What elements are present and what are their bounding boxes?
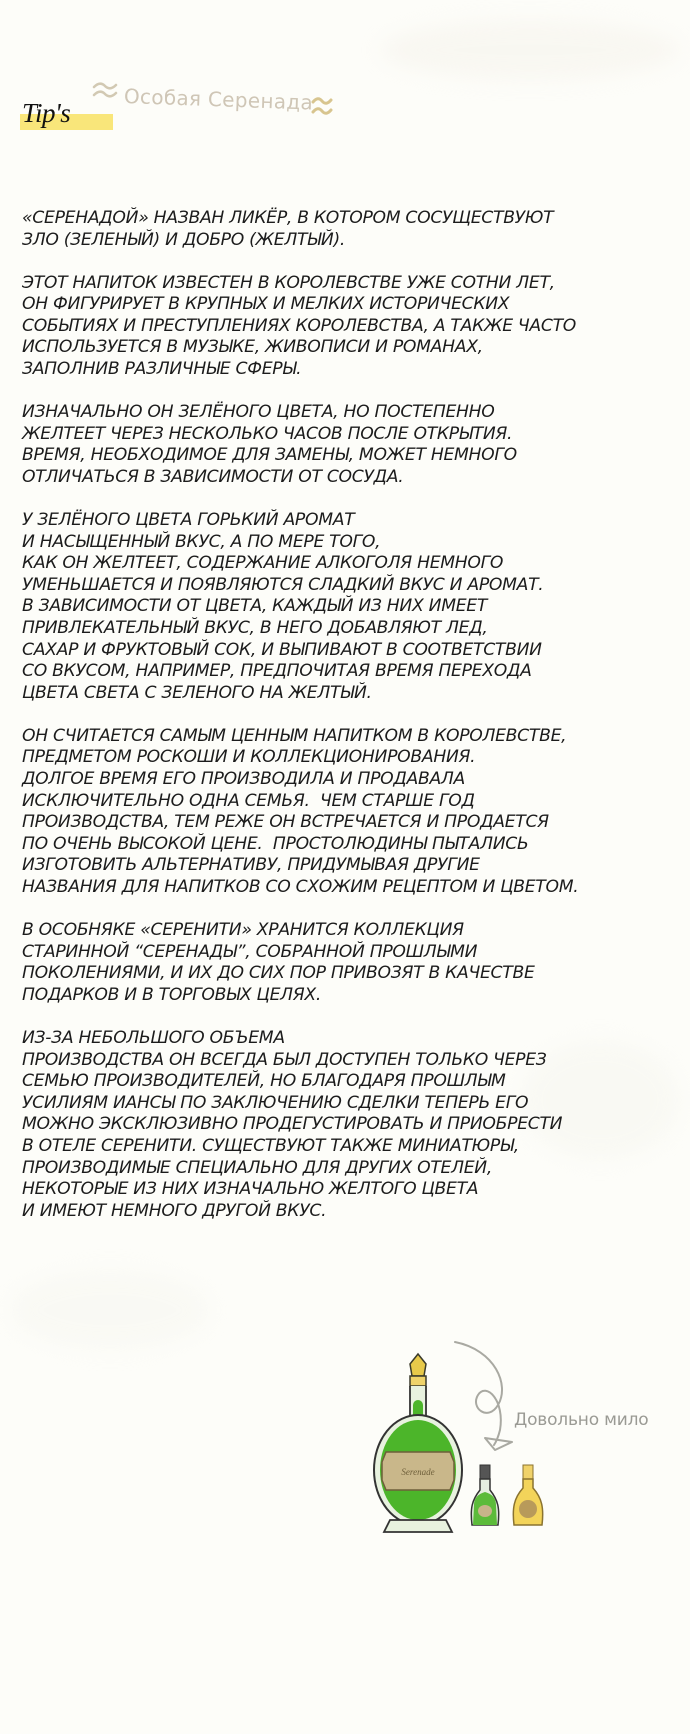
small-green-bottle-icon [471, 1465, 498, 1525]
text-line: ЭТОТ НАПИТОК ИЗВЕСТЕН В КОРОЛЕВСТВЕ УЖЕ СОТНИ ЛЕТ, [22, 272, 555, 293]
text-line: И ИМЕЮТ НЕМНОГО ДРУГОЙ ВКУС. [22, 1200, 327, 1221]
paragraph [22, 726, 652, 899]
curved-arrow-icon [455, 1342, 512, 1450]
text-line: УСИЛИЯМ ИАНСЫ ПО ЗАКЛЮЧЕНИЮ СДЕЛКИ ТЕПЕРЬ ЕГО [22, 1092, 529, 1113]
illustration-caption: Довольно мило [514, 1410, 649, 1430]
text-line: МОЖНО ЭКСКЛЮЗИВНО ПРОДЕГУСТИРОВАТЬ И ПРИОБРЕСТИ [22, 1114, 563, 1135]
text-line: УМЕНЬШАЕТСЯ И ПОЯВЛЯЮТСЯ СЛАДКИЙ ВКУС И АРОМАТ. [22, 574, 544, 595]
tilde-icon [92, 80, 118, 100]
paragraph [22, 510, 652, 704]
text-line: ВРЕМЯ, НЕОБХОДИМОЕ ДЛЯ ЗАМЕНЫ, МОЖЕТ НЕМНОГО [22, 445, 517, 466]
paragraph [22, 208, 652, 251]
text-line: ЗЛО (ЗЕЛЕНЫЙ) И ДОБРО (ЖЕЛТЫЙ). [22, 229, 346, 250]
text-line: НАЗВАНИЯ ДЛЯ НАПИТКОВ СО СХОЖИМ РЕЦЕПТОМ И ЦВЕТОМ. [22, 877, 579, 898]
tips-label: Tip's [22, 98, 71, 128]
tilde-icon [311, 94, 333, 120]
background-texture [10, 1270, 210, 1350]
text-line: «СЕРЕНАДОЙ» НАЗВАН ЛИКЁР, В КОТОРОМ СОСУЩЕСТВУЮТ [22, 208, 554, 228]
background-texture [380, 20, 680, 80]
svg-text:Serenade: Serenade [401, 1467, 435, 1477]
article-body [22, 208, 652, 1244]
paragraph [22, 273, 652, 381]
text-line: ДОЛГОЕ ВРЕМЯ ЕГО ПРОИЗВОДИЛА И ПРОДАВАЛА [22, 769, 465, 790]
text-line: ПРОИЗВОДСТВА ОН ВСЕГДА БЫЛ ДОСТУПЕН ТОЛЬКО ЧЕРЕЗ [22, 1049, 547, 1070]
paragraph [22, 402, 652, 488]
text-line: У ЗЕЛЁНОГО ЦВЕТА ГОРЬКИЙ АРОМАТ [22, 510, 355, 531]
text-line: ИСПОЛЬЗУЕТСЯ В МУЗЫКЕ, ЖИВОПИСИ И РОМАНАХ, [22, 337, 483, 358]
text-line: ПРЕДМЕТОМ РОСКОШИ И КОЛЛЕКЦИОНИРОВАНИЯ. [22, 747, 476, 768]
text-line: ОН ФИГУРИРУЕТ В КРУПНЫХ И МЕЛКИХ ИСТОРИЧЕСКИХ [22, 294, 510, 315]
small-yellow-bottle-icon [513, 1465, 542, 1525]
text-line: ПРИВЛЕКАТЕЛЬНЫЙ ВКУС, В НЕГО ДОБАВЛЯЮТ ЛЕД, [22, 618, 488, 638]
text-line: КАК ОН ЖЕЛТЕЕТ, СОДЕРЖАНИЕ АЛКОГОЛЯ НЕМНОГО [22, 553, 504, 574]
text-line: САХАР И ФРУКТОВЫЙ СОК, И ВЫПИВАЮТ В СООТВЕТСТВИИ [22, 639, 542, 660]
paragraph [22, 1028, 652, 1222]
bottles-illustration [360, 1330, 670, 1550]
text-line: СТАРИННОЙ “СЕРЕНАДЫ”, СОБРАННОЙ ПРОШЛЫМИ [22, 941, 478, 962]
text-line: В ОТЕЛЕ СЕРЕНИТИ. СУЩЕСТВУЮТ ТАКЖЕ МИНИАТЮРЫ, [22, 1135, 519, 1156]
text-line: ПРОИЗВОДСТВА, ТЕМ РЕЖЕ ОН ВСТРЕЧАЕТСЯ И ПРОДАЕТСЯ [22, 812, 549, 833]
text-line: И НАСЫЩЕННЫЙ ВКУС, А ПО МЕРЕ ТОГО, [22, 531, 381, 552]
text-line: ЖЕЛТЕЕТ ЧЕРЕЗ НЕСКОЛЬКО ЧАСОВ ПОСЛЕ ОТКРЫТИЯ. [22, 423, 513, 444]
text-line: НЕКОТОРЫЕ ИЗ НИХ ИЗНАЧАЛЬНО ЖЕЛТОГО ЦВЕТА [22, 1179, 479, 1200]
large-green-bottle-icon [374, 1354, 462, 1532]
text-line: СО ВКУСОМ, НАПРИМЕР, ПРЕДПОЧИТАЯ ВРЕМЯ ПЕРЕХОДА [22, 661, 532, 682]
text-line: ОТЛИЧАТЬСЯ В ЗАВИСИМОСТИ ОТ СОСУДА. [22, 466, 404, 487]
text-line: ИСКЛЮЧИТЕЛЬНО ОДНА СЕМЬЯ. ЧЕМ СТАРШЕ ГОД [22, 790, 475, 811]
text-line: ОН СЧИТАЕТСЯ САМЫМ ЦЕННЫМ НАПИТКОМ В КОРОЛЕВСТВЕ, [22, 725, 567, 746]
text-line: ПОДАРКОВ И В ТОРГОВЫХ ЦЕЛЯХ. [22, 984, 322, 1005]
text-line: ЗАПОЛНИВ РАЗЛИЧНЫЕ СФЕРЫ. [22, 359, 302, 380]
text-line: ПОКОЛЕНИЯМИ, И ИХ ДО СИХ ПОР ПРИВОЗЯТ В КАЧЕСТВЕ [22, 963, 535, 984]
text-line: В ЗАВИСИМОСТИ ОТ ЦВЕТА, КАЖДЫЙ ИЗ НИХ ИМЕЕТ [22, 596, 488, 617]
text-line: СОБЫТИЯХ И ПРЕСТУПЛЕНИЯХ КОРОЛЕВСТВА, А ТАКЖЕ ЧАСТО [22, 315, 576, 336]
text-line: ЦВЕТА СВЕТА С ЗЕЛЕНОГО НА ЖЕЛТЫЙ. [22, 682, 372, 703]
text-line: ИЗГОТОВИТЬ АЛЬТЕРНАТИВУ, ПРИДУМЫВАЯ ДРУГИЕ [22, 855, 480, 876]
text-line: В ОСОБНЯКЕ «СЕРЕНИТИ» ХРАНИТСЯ КОЛЛЕКЦИЯ [22, 920, 464, 941]
text-line: СЕМЬЮ ПРОИЗВОДИТЕЛЕЙ, НО БЛАГОДАРЯ ПРОШЛЫМ [22, 1071, 506, 1092]
section-subtitle: Особая Серенада [123, 84, 314, 115]
text-line: ПО ОЧЕНЬ ВЫСОКОЙ ЦЕНЕ. ПРОСТОЛЮДИНЫ ПЫТАЛИСЬ [22, 833, 529, 854]
text-line: ПРОИЗВОДИМЫЕ СПЕЦИАЛЬНО ДЛЯ ДРУГИХ ОТЕЛЕЙ, [22, 1157, 492, 1178]
paragraph [22, 920, 652, 1006]
text-line: ИЗНАЧАЛЬНО ОН ЗЕЛЁНОГО ЦВЕТА, НО ПОСТЕПЕННО [22, 402, 495, 423]
text-line: ИЗ-ЗА НЕБОЛЬШОГО ОБЪЕМА [22, 1028, 285, 1048]
